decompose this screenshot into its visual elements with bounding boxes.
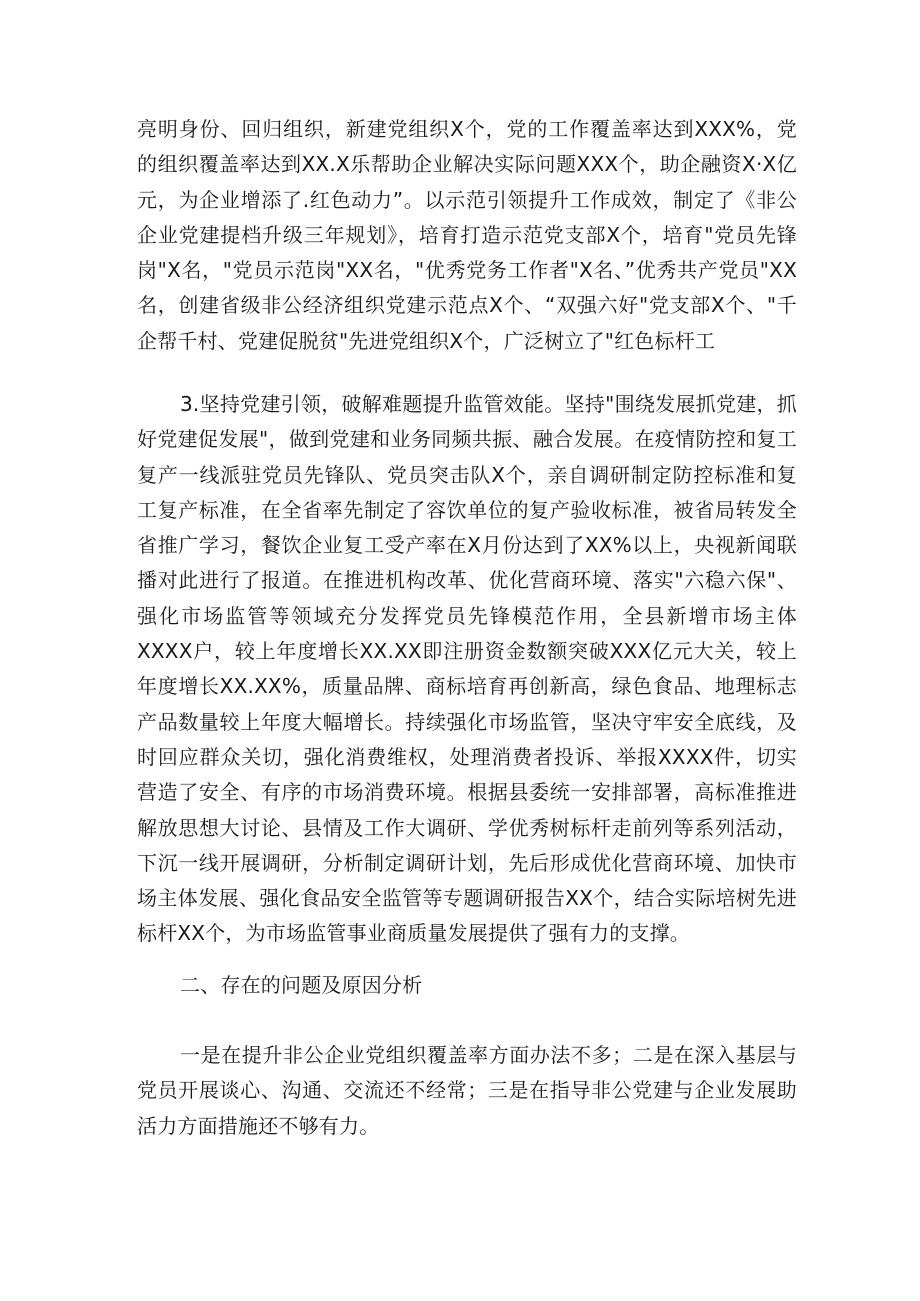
body-paragraph-achievements: 亮明身份、回归组织，新建党组织X个，党的工作覆盖率达到XXX%，党的组织覆盖率达到XX.X乐帮助企业解决实际问题XXX个，助企融资X·X亿元，为企业增添了.红色动力”。以示范引领提升工作成效，制定了《非公企业党建提档升级三年规划》，培育打造示范党支部X个，培育"党员先锋岗"X名，"党员示范岗"XX名，"优秀党务工作者"X名、”优秀共产党员"XX名，创建省级非公经济组织党建示范点X个、“双强六好"党支部X个、"千企帮千村、党建促脱贫"先进党组织X个，广泛树立了"红色标杆工 — [137, 117, 797, 353]
section-heading-problems: 二、存在的问题及原因分析 — [180, 973, 423, 997]
body-paragraph-supervision: 3.坚持党建引领，破解难题提升监管效能。坚持"围绕发展抓党建，抓好党建促发展"，做到党建和业务同频共振、融合发展。在疫情防控和复工复产一线派驻党员先锋队、党员突击队X个，亲自调研制定防控标准和复工复产标准，在全省率先制定了容饮单位的复产验收标准，被省局转发全省推广学习，餐饮企业复工受产率在X月份达到了XX%以上，央视新闻联播对此进行了报道。在推进机构改革、优化营商环境、落实"六稳六保"、强化市场监管等领域充分发挥党员先锋模范作用，全县新增市场主体XXXX户，较上年度增长XX.XX即注册资金数额突破XXX亿元大关，较上年度增长XX.XX%，质量品牌、商标培育再创新高，绿色食品、地理标志产品数量较上年度大幅增长。持续强化市场监管，坚决守牢安全底线，及时回应群众关切，强化消费维权，处理消费者投诉、举报XXXX件，切实营造了安全、有序的市场消费环境。根据县委统一安排部署，高标准推进解放思想大讨论、县情及工作大调研、学优秀树标杆走前列等系列活动，下沉一线开展调研，分析制定调研计划，先后形成优化营商环境、加快市场主体发展、强化食品安全监管等专题调研报告XX个，结合实际培树先进标杆XX个，为市场监管事业商质量发展提供了强有力的支撑。 — [137, 392, 797, 946]
body-paragraph-problems: 一是在提升非公企业党组织覆盖率方面办法不多；二是在深入基层与党员开展谈心、沟通、交流还不经常；三是在指导非公党建与企业发展助活力方面措施还不够有力。 — [137, 1043, 797, 1138]
